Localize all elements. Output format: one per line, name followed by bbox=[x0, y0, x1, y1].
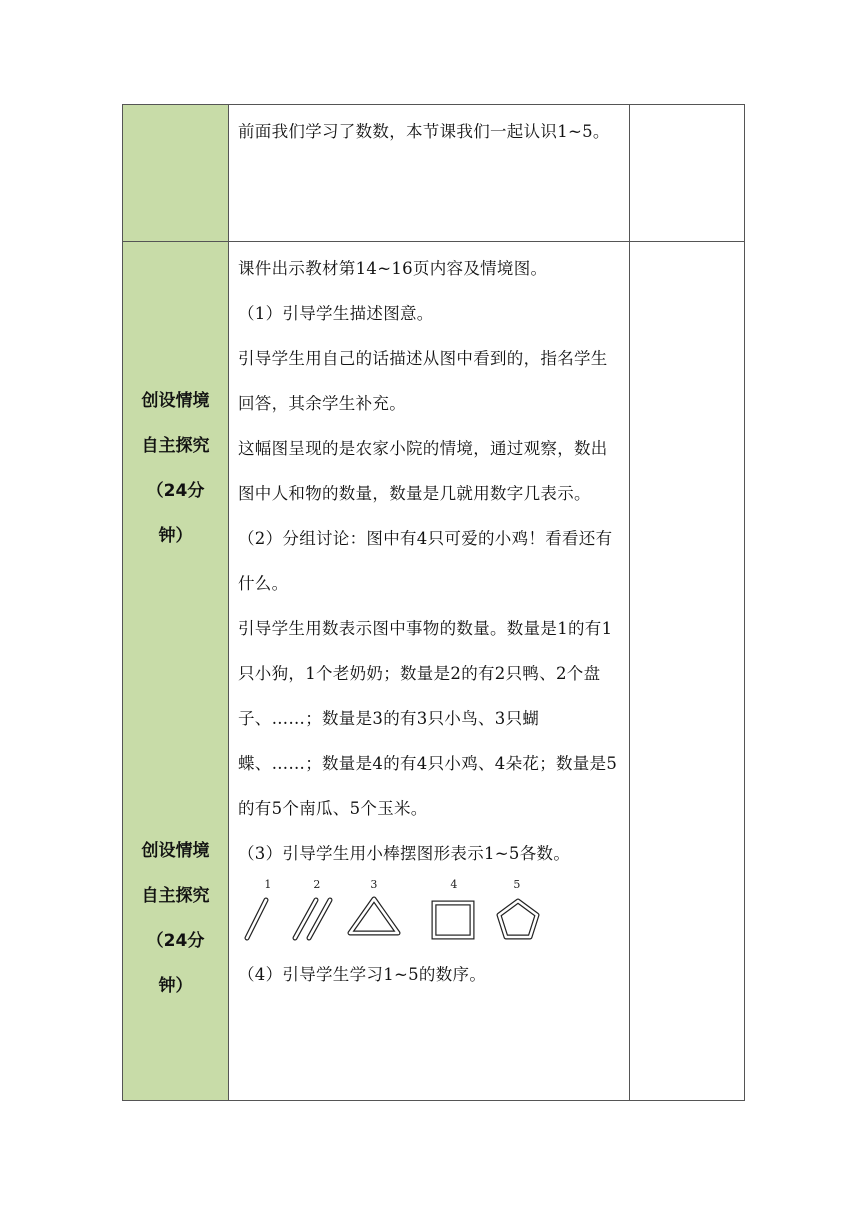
section-label-repeat-line2: 自主探究 bbox=[141, 886, 210, 906]
section-label-cell bbox=[123, 242, 229, 1101]
section-label-repeat-line4: 钟） bbox=[158, 976, 193, 996]
explore-note-cell bbox=[630, 242, 745, 1101]
explore-content-cell bbox=[229, 242, 630, 1101]
content-paragraph-4: 这幅图呈现的是农家小院的情境，通过观察，数出图中人和物的数量，数量是几就用数字几表示。 bbox=[238, 439, 608, 503]
one-stick-icon bbox=[247, 900, 266, 938]
intro-row bbox=[123, 105, 745, 242]
stick-shapes-figure bbox=[238, 876, 623, 952]
explore-row bbox=[123, 242, 745, 1101]
section-label-line2: 自主探究 bbox=[141, 436, 210, 456]
content-paragraph-2: （1）引导学生描述图意。 bbox=[238, 304, 434, 323]
stick-number-1: 1 bbox=[264, 878, 272, 891]
stick-number-5: 5 bbox=[513, 878, 521, 891]
content-paragraph-7: （3）引导学生用小棒摆图形表示1~5各数。 bbox=[238, 844, 571, 863]
section-label-block bbox=[123, 379, 228, 559]
stick-number-3: 3 bbox=[370, 878, 378, 891]
content-paragraph-3: 引导学生用自己的话描述从图中看到的，指名学生回答，其余学生补充。 bbox=[238, 349, 608, 413]
section-label-block-repeat bbox=[123, 829, 228, 1009]
pentagon-sticks-icon bbox=[499, 901, 537, 937]
stick-shapes-image bbox=[238, 876, 628, 952]
content-paragraph-8: （4）引导学生学习1~5的数序。 bbox=[238, 965, 487, 984]
section-label-repeat-line3: （24分 bbox=[146, 931, 205, 951]
lesson-plan-table bbox=[122, 104, 745, 1101]
section-label-line3: （24分 bbox=[146, 481, 205, 501]
content-paragraph-5: （2）分组讨论：图中有4只可爱的小鸡！看看还有什么。 bbox=[238, 529, 613, 593]
section-label-line1: 创设情境 bbox=[141, 391, 210, 411]
two-sticks-icon bbox=[295, 900, 330, 938]
content-paragraph-1: 课件出示教材第14~16页内容及情境图。 bbox=[238, 259, 548, 278]
content-paragraph-6: 引导学生用数表示图中事物的数量。数量是1的有1只小狗，1个老奶奶；数量是2的有2只鸭、2个盘子、……；数量是3的有3只小鸟、3只蝴蝶、……；数量是4的有4只小鸡、4朵花；数量是5的有5个南瓜、5个玉米。 bbox=[238, 619, 618, 818]
stick-number-4: 4 bbox=[450, 878, 458, 891]
intro-content-cell bbox=[229, 105, 630, 242]
square-sticks-icon bbox=[434, 903, 472, 937]
triangle-sticks-icon bbox=[350, 899, 398, 933]
intro-note-cell bbox=[630, 105, 745, 242]
stick-number-2: 2 bbox=[313, 878, 321, 891]
intro-label-cell bbox=[123, 105, 229, 242]
intro-text: 前面我们学习了数数，本节课我们一起认识1~5。 bbox=[238, 122, 610, 141]
section-label-repeat-line1: 创设情境 bbox=[141, 841, 210, 861]
section-label-line4: 钟） bbox=[158, 526, 193, 546]
